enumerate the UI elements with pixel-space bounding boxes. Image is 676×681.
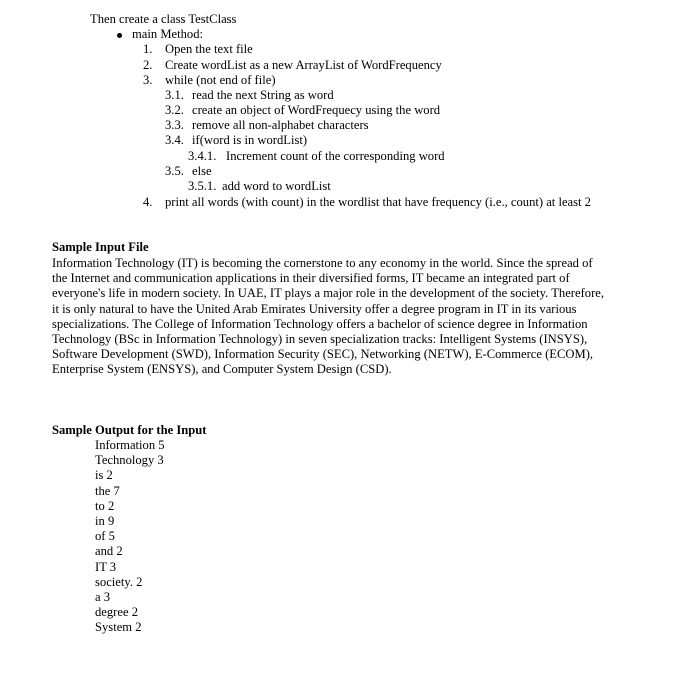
sample-input-paragraph — [52, 256, 652, 378]
step-3-number: 3. — [143, 73, 153, 87]
output-line: System 2 — [95, 620, 142, 635]
step-3-4-1-text: Increment count of the corresponding word — [226, 149, 445, 163]
paragraph-line: it is only natural to have the United Arab Emirates University offer a degree program in IT in its various — [52, 301, 577, 316]
step-3-3-text: remove all non-alphabet characters — [192, 118, 369, 132]
step-3-4-number: 3.4. — [165, 133, 184, 147]
bullet-label: main Method: — [132, 27, 204, 41]
paragraph-line: the Internet and communication applications in their diversified forms, IT became an integrated part of — [52, 271, 570, 286]
output-line: is 2 — [95, 468, 113, 483]
step-3-5-1-text: add word to wordList — [222, 179, 331, 193]
intro-text: Then create a class TestClass — [90, 12, 237, 26]
output-line: to 2 — [95, 498, 115, 513]
step-3-2-number: 3.2. — [165, 103, 184, 117]
step-1-number: 1. — [143, 42, 153, 56]
sample-input-heading: Sample Input File — [52, 240, 149, 254]
step-3-text: while (not end of file) — [165, 73, 276, 87]
output-line: degree 2 — [95, 605, 139, 620]
bullet-icon — [117, 33, 122, 38]
step-3-5-text: else — [192, 164, 212, 178]
step-1-text: Open the text file — [165, 42, 253, 56]
step-3-4-text: if(word is in wordList) — [192, 133, 308, 147]
sample-output-list — [95, 438, 165, 636]
step-2-number: 2. — [143, 58, 153, 72]
paragraph-line: Information Technology (IT) is becoming the cornerstone to any economy in the world. Since the spread of — [52, 256, 593, 270]
step-3-3-number: 3.3. — [165, 118, 184, 132]
output-line: in 9 — [95, 514, 115, 529]
paragraph-line: Software Development (SWD), Information Security (SEC), Networking (NETW), E-Commerce (ECOM), — [52, 347, 594, 362]
step-4-number: 4. — [143, 195, 153, 209]
output-line: a 3 — [95, 590, 111, 605]
sample-output-heading: Sample Output for the Input — [52, 423, 207, 437]
step-2-text: Create wordList as a new ArrayList of WordFrequency — [165, 58, 442, 72]
step-3-5-number: 3.5. — [165, 164, 184, 178]
output-line: the 7 — [95, 483, 120, 498]
paragraph-line: Enterprise System (ENSYS), and Computer System Design (CSD). — [52, 362, 392, 377]
step-4-text: print all words (with count) in the wordlist that have frequency (i.e., count) at least 2 — [165, 195, 591, 209]
step-3-4-1-number: 3.4.1. — [188, 149, 217, 163]
step-3-5-1-number: 3.5.1. — [188, 179, 217, 193]
output-line: Technology 3 — [95, 453, 164, 468]
step-3-1-text: read the next String as word — [192, 88, 334, 102]
paragraph-line: specializations. The College of Information Technology offers a bachelor of science degree in Information — [52, 316, 588, 331]
paragraph-line: everyone's life in modern society. In UAE, IT plays a major role in the development of the society. Therefore, — [52, 286, 605, 301]
output-line: Information 5 — [95, 438, 165, 452]
output-line: and 2 — [95, 544, 123, 559]
output-line: IT 3 — [95, 559, 117, 574]
step-3-2-text: create an object of WordFrequecy using the word — [192, 103, 441, 117]
step-3-1-number: 3.1. — [165, 88, 184, 102]
output-line: society. 2 — [95, 574, 143, 589]
paragraph-line: Technology (BSc in Information Technology) in seven specialization tracks: Intelligent Systems (INSYS), — [52, 332, 588, 347]
output-line: of 5 — [95, 529, 115, 544]
